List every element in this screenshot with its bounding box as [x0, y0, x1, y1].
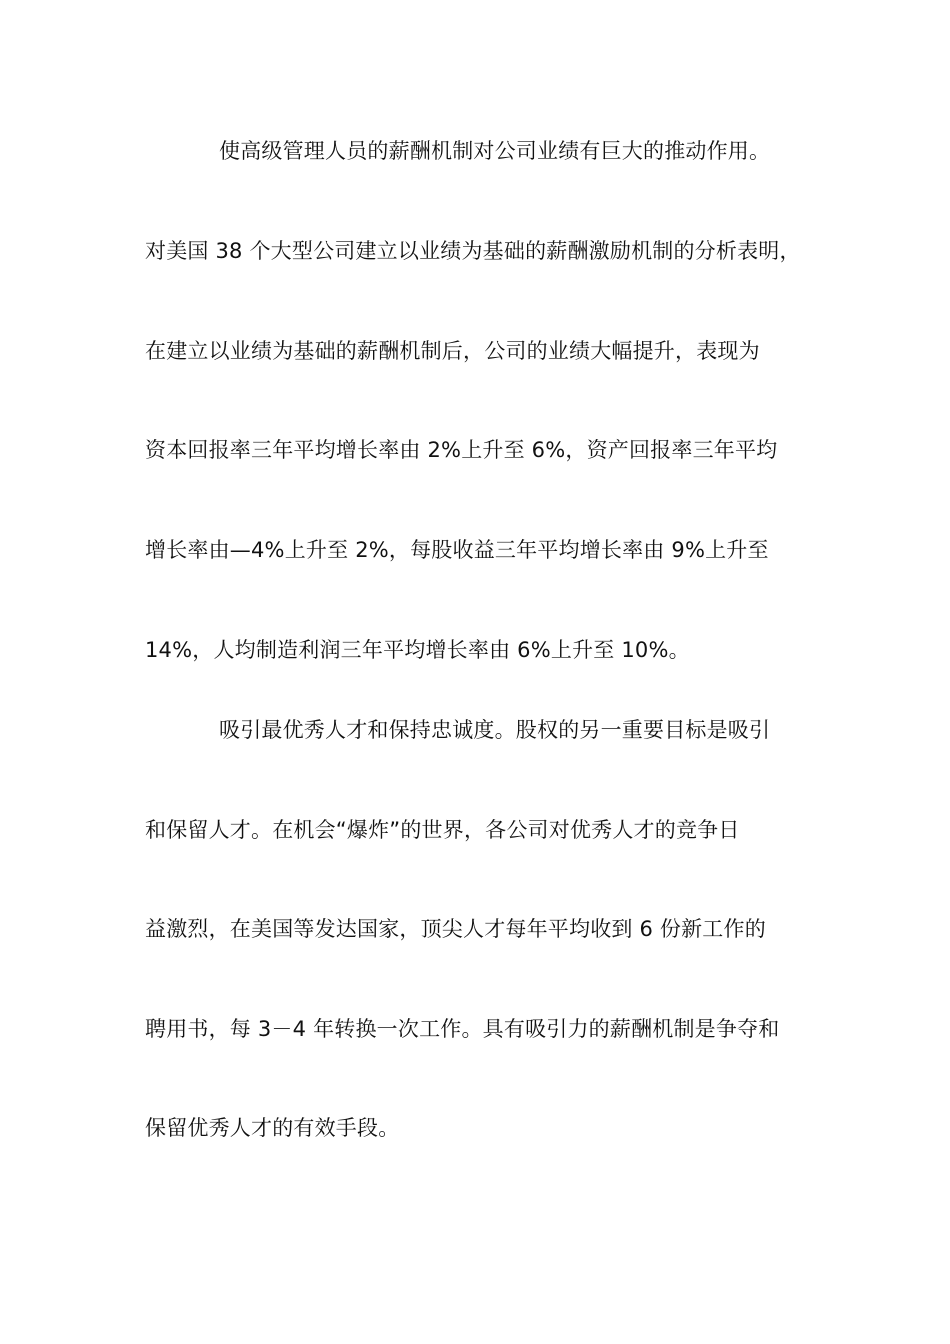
- paragraph-1-line-4: 资本回报率三年平均增长率由 2%上升至 6%，资产回报率三年平均: [145, 438, 778, 462]
- paragraph-2-line-1: 吸引最优秀人才和保持忠诚度。股权的另一重要目标是吸引: [219, 718, 771, 742]
- paragraph-1-line-3: 在建立以业绩为基础的薪酬机制后，公司的业绩大幅提升，表现为: [145, 339, 760, 363]
- paragraph-1-line-6: 14%，人均制造利润三年平均增长率由 6%上升至 10%。: [145, 638, 690, 662]
- paragraph-2-line-2: 和保留人才。在机会“爆炸”的世界，各公司对优秀人才的竞争日: [145, 818, 740, 842]
- paragraph-2-line-5: 保留优秀人才的有效手段。: [145, 1116, 400, 1140]
- paragraph-2-line-4: 聘用书，每 3－4 年转换一次工作。具有吸引力的薪酬机制是争夺和: [145, 1017, 780, 1041]
- paragraph-1-line-2: 对美国 38 个大型公司建立以业绩为基础的薪酬激励机制的分析表明，: [145, 239, 801, 263]
- paragraph-1-line-1: 使高级管理人员的薪酬机制对公司业绩有巨大的推动作用。: [219, 139, 771, 163]
- paragraph-1-line-5: 增长率由—4%上升至 2%，每股收益三年平均增长率由 9%上升至: [145, 538, 769, 562]
- paragraph-2-line-3: 益激烈，在美国等发达国家，顶尖人才每年平均收到 6 份新工作的: [145, 917, 766, 941]
